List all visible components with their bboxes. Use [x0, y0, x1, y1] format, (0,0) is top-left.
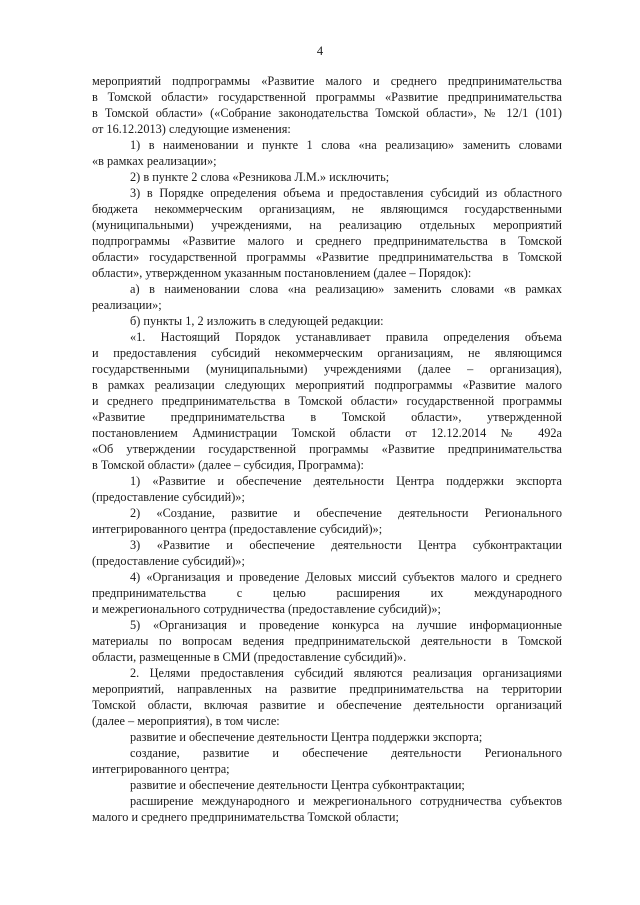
text-line: подпрограммы «Развитие малого и среднего предпринимательства в Томской [92, 234, 562, 248]
text-line: создание, развитие и обеспечение деятельности Регионального [130, 746, 562, 760]
text-line: государственными (муниципальными) учреждениями (далее – организация), [92, 362, 562, 376]
text-line: и предоставления субсидий некоммерческим организациям, не являющимся [92, 346, 562, 360]
text-line: области» государственной программы «Развитие предпринимательства в Томской [92, 250, 562, 264]
text-line: и межрегионального сотрудничества (предоставление субсидий)»; [92, 602, 441, 616]
page-number: 4 [316, 44, 324, 58]
text-line: 2) в пункте 2 слова «Резникова Л.М.» исключить; [130, 170, 390, 184]
text-line: постановлением Администрации Томской области от 12.12.2014 № 492а [92, 426, 562, 440]
text-line: расширение международного и межрегионального сотрудничества субъектов [130, 794, 562, 808]
text-line: 1) «Развитие и обеспечение деятельности Центра поддержки экспорта [130, 474, 562, 488]
text-line: (муниципальными) учреждениями, на реализацию отдельных мероприятий [92, 218, 562, 232]
text-line: «Об утверждении государственной программы «Развитие предпринимательства [92, 442, 562, 456]
text-line: интегрированного центра (предоставление субсидий)»; [92, 522, 383, 536]
text-line: 2. Целями предоставления субсидий являются реализация организациями [130, 666, 562, 680]
text-line: б) пункты 1, 2 изложить в следующей редакции: [130, 314, 384, 328]
text-line: малого и среднего предпринимательства Томской области; [92, 810, 399, 824]
text-line: «в рамках реализации»; [92, 154, 217, 168]
text-line: в рамках реализации следующих мероприятий подпрограммы «Развитие малого [92, 378, 562, 392]
text-line: (далее – мероприятия), в том числе: [92, 714, 280, 728]
text-line: 5) «Организация и проведение конкурса на лучшие информационные [130, 618, 562, 632]
text-line: мероприятий, направленных на развитие предпринимательства на территории [92, 682, 562, 696]
text-line: 3) «Развитие и обеспечение деятельности Центра субконтрактации [130, 538, 562, 552]
text-line: реализации»; [92, 298, 162, 312]
document-body [92, 73, 562, 825]
text-line: мероприятий подпрограммы «Развитие малого и среднего предпринимательства [92, 74, 562, 88]
text-line: Томской области, включая развитие и обеспечение деятельности организаций [92, 698, 562, 712]
text-line: развитие и обеспечение деятельности Центра субконтрактации; [130, 778, 465, 792]
text-line: области», утвержденном указанным постановлением (далее – Порядок): [92, 266, 472, 280]
text-line: (предоставление субсидий)»; [92, 490, 245, 504]
text-line: от 16.12.2013) следующие изменения: [92, 122, 291, 136]
text-line: предпринимательства с целью расширения их международного [92, 586, 562, 600]
text-line: «1. Настоящий Порядок устанавливает правила определения объема [130, 330, 562, 344]
text-line: области, размещенные в СМИ (предоставление субсидий)». [92, 650, 407, 664]
text-line: материалы по вопросам ведения предпринимательской деятельности в Томской [92, 634, 562, 648]
text-line: интегрированного центра; [92, 762, 230, 776]
text-line: 2) «Создание, развитие и обеспечение деятельности Регионального [130, 506, 562, 520]
text-line: в Томской области» («Собрание законодательства Томской области», № 12/1 (101) [92, 106, 562, 120]
text-line: в Томской области» (далее – субсидия, Программа): [92, 458, 364, 472]
text-line: и среднего предпринимательства в Томской области» государственной программы [92, 394, 562, 408]
text-line: в Томской области» государственной программы «Развитие предпринимательства [92, 90, 562, 104]
text-line: бюджета некоммерческим организациям, не являющимся государственными [92, 202, 562, 216]
text-line: (предоставление субсидий)»; [92, 554, 245, 568]
text-line: 1) в наименовании и пункте 1 слова «на реализацию» заменить словами [130, 138, 562, 152]
text-line: 4) «Организация и проведение Деловых миссий субъектов малого и среднего [130, 570, 562, 584]
text-line: 3) в Порядке определения объема и предоставления субсидий из областного [130, 186, 562, 200]
text-line: «Развитие предпринимательства в Томской области», утвержденной [92, 410, 562, 424]
text-line: а) в наименовании слова «на реализацию» заменить словами «в рамках [130, 282, 562, 296]
text-line: развитие и обеспечение деятельности Центра поддержки экспорта; [130, 730, 483, 744]
